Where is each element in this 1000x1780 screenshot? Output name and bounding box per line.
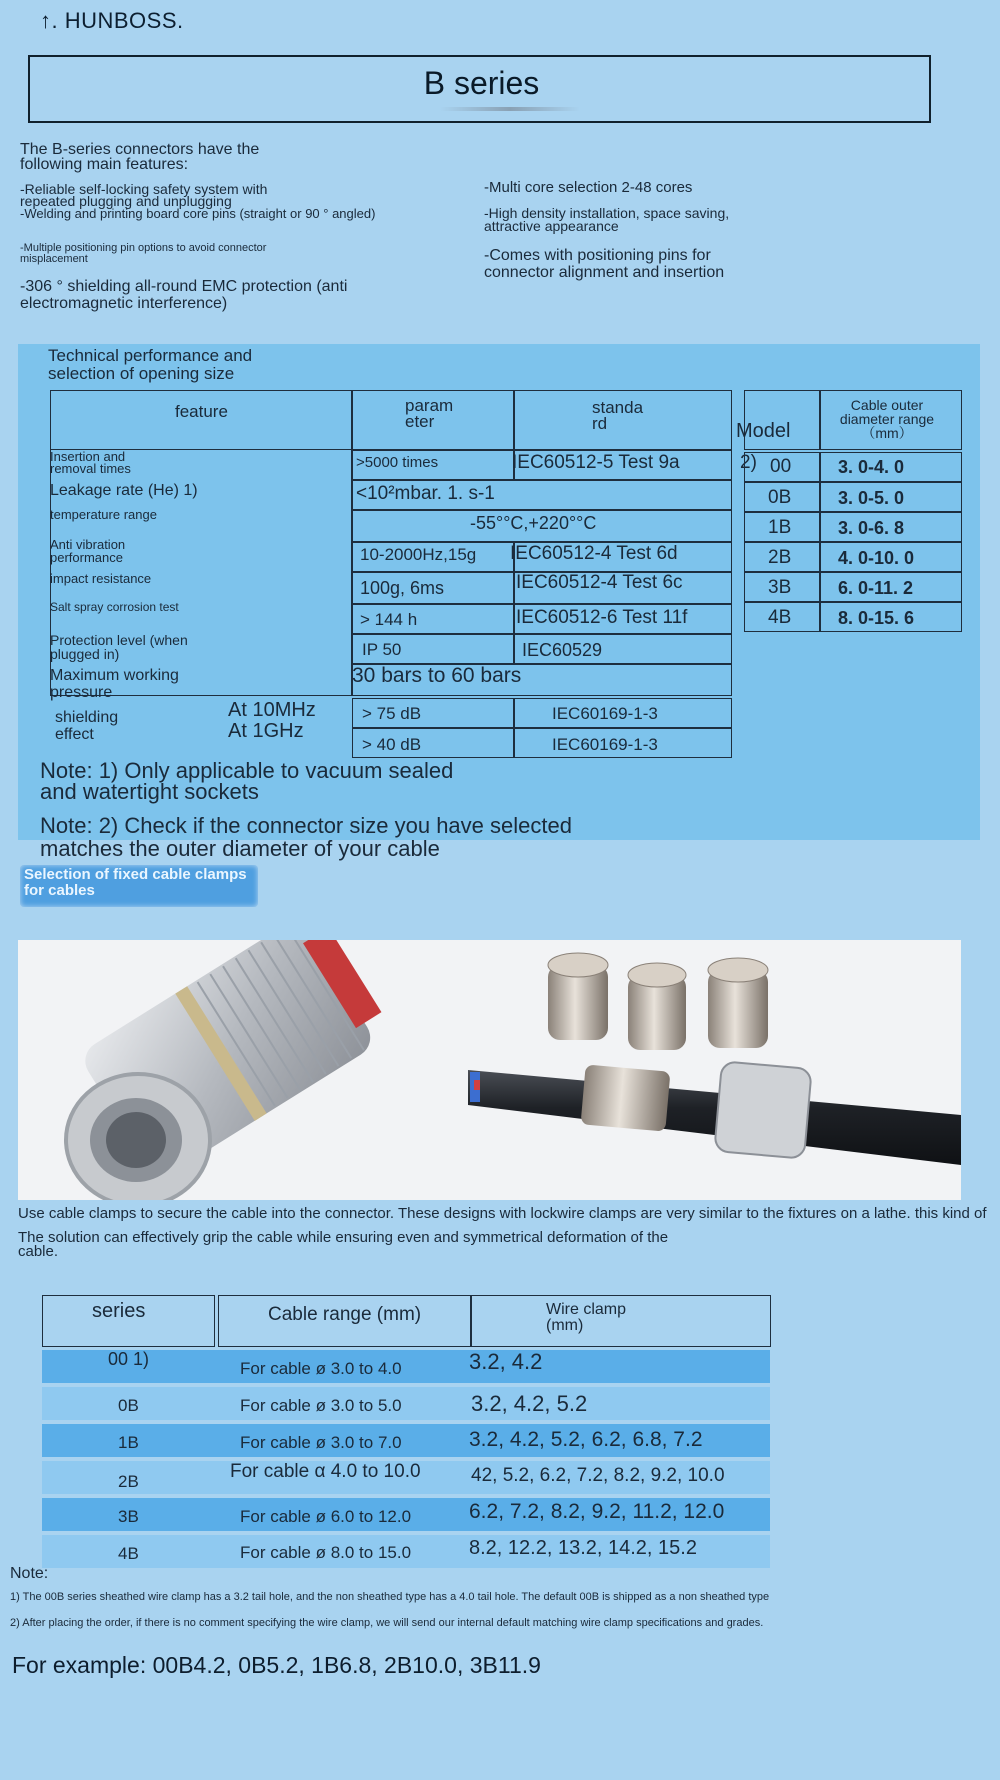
clamp-section-title: Selection of fixed cable clamps for cables (24, 866, 247, 899)
row-5-feature: impact resistance (50, 571, 152, 586)
row-8-param: 30 bars to 60 bars (352, 664, 522, 687)
model-2b: 2B (768, 547, 792, 568)
cable-image (468, 1061, 961, 1165)
row-7-feature: Protection level (when plugged in) (50, 632, 188, 662)
shield-1-standard: IEC60169-1-3 (552, 704, 658, 723)
feature-left-3: -Multiple positioning pin options to avoid connector misplacement (20, 242, 267, 265)
tech-note-1: Note: 1) Only applicable to vacuum sealed and watertight sockets (40, 758, 454, 804)
feature-right-3: -Comes with positioning pins for connector alignment and insertion (484, 247, 725, 281)
footer-note-label: Note: (10, 1565, 49, 1582)
model-00: 00 (770, 456, 792, 477)
shield-1-freq: At 10MHz (228, 699, 316, 721)
range-header: Cable outer diameter range （mm） (839, 397, 935, 441)
range-00: 3. 0-4. 0 (838, 457, 905, 477)
row-8-feature: Maximum working pressure (50, 667, 179, 701)
bottom-header-clamp: Wire clamp (mm) (546, 1301, 627, 1334)
feature-left-4: -306 ° shielding all-round EMC protection (anti electromagnetic interference) (20, 278, 348, 312)
range-4b: For cable ø 8.0 to 15.0 (240, 1543, 412, 1562)
row-5-param: 100g, 6ms (360, 578, 445, 598)
model-1b: 1B (768, 517, 792, 538)
footer-note-1: 1) The 00B series sheathed wire clamp has a 3.2 tail hole, and the non sheathed type has a 4.0 tail hole. The default 00B is shipped as a non sheathed type (10, 1591, 770, 1603)
clamp-0b: 3.2, 4.2, 5.2 (471, 1391, 588, 1416)
model-0b: 0B (768, 487, 792, 508)
series-1b: 1B (118, 1433, 139, 1452)
clamp-3b: 6.2, 7.2, 8.2, 9.2, 11.2, 12.0 (469, 1500, 725, 1523)
range-2b: For cable α 4.0 to 10.0 (230, 1461, 421, 1482)
row-4-param: 10-2000Hz,15g (360, 545, 477, 564)
row-1-feature: Insertion and removal times (50, 449, 131, 476)
range-3b: 6. 0-11. 2 (838, 578, 914, 598)
series-2b: 2B (118, 1472, 139, 1491)
range-1b: For cable ø 3.0 to 7.0 (240, 1433, 402, 1452)
row-2-param: <10²mbar. 1. s-1 (356, 483, 495, 504)
clamp-4b: 8.2, 12.2, 13.2, 14.2, 15.2 (469, 1537, 697, 1559)
header-standard: standa rd (592, 398, 644, 433)
row-6-standard: IEC60512-6 Test 11f (516, 607, 688, 628)
bottom-header-range: Cable range (mm) (268, 1304, 422, 1325)
row-6-param: > 144 h (360, 610, 418, 629)
shield-1-param: > 75 dB (362, 704, 422, 723)
clamp-description-1: Use cable clamps to secure the cable into the connector. These designs with lockwire clamps are very similar to the fixtures on a lathe. this kind of (18, 1205, 987, 1222)
range-0b: 3. 0-5. 0 (838, 488, 905, 508)
header-parameter: param eter (405, 396, 454, 431)
shield-2-freq: At 1GHz (228, 720, 304, 742)
range-00: For cable ø 3.0 to 4.0 (240, 1359, 402, 1378)
clamp-description (18, 1207, 990, 1259)
row-7-param: IP 50 (362, 640, 402, 659)
feature-left-1: -Reliable self-locking safety system with repeated plugging and unplugging (20, 181, 268, 209)
range-0b: For cable ø 3.0 to 5.0 (240, 1396, 402, 1415)
series-00: 00 1) (108, 1349, 150, 1369)
row-5-standard: IEC60512-4 Test 6c (516, 572, 683, 593)
row-3-feature: temperature range (50, 507, 157, 522)
features-intro: The B-series connectors have the following main features: (20, 141, 260, 173)
footer-note-2: 2) After placing the order, if there is no comment specifying the wire clamp, we will send our internal default matching wire clamp specifications and grades. (10, 1617, 764, 1629)
row-2-feature: Leakage rate (He) 1) (50, 482, 198, 499)
clamp-1b: 3.2, 4.2, 5.2, 6.2, 6.8, 7.2 (469, 1428, 703, 1451)
shield-2-param: > 40 dB (362, 735, 422, 754)
page-title: B series (423, 65, 540, 101)
clamp-2b: 42, 5.2, 6.2, 7.2, 8.2, 9.2, 10.0 (471, 1465, 725, 1486)
row-1-param: >5000 times (356, 454, 439, 471)
header-feature: feature (175, 402, 228, 421)
row-3-param: -55°°C,+220°°C (470, 513, 597, 533)
model-header: Model (736, 420, 791, 442)
title-frame (28, 55, 931, 123)
table-row (42, 1387, 770, 1420)
series-3b: 3B (118, 1507, 139, 1526)
series-0b: 0B (118, 1396, 139, 1415)
model-note-ref: 2) (740, 452, 757, 473)
technical-heading: Technical performance and selection of opening size (48, 346, 253, 383)
bottom-header-series: series (92, 1300, 146, 1322)
title-underline (440, 107, 580, 111)
model-3b: 3B (768, 577, 792, 598)
feature-left-2: -Welding and printing board core pins (straight or 90 ° angled) (20, 206, 376, 221)
range-3b: For cable ø 6.0 to 12.0 (240, 1507, 412, 1526)
product-photo (18, 940, 961, 1200)
clamp-description-2: The solution can effectively grip the cable while ensuring even and symmetrical deformation of the cable. (18, 1229, 669, 1260)
feature-right-1: -Multi core selection 2-48 cores (484, 179, 693, 196)
clamp-rings-image (548, 953, 768, 1050)
series-4b: 4B (118, 1544, 139, 1563)
range-1b: 3. 0-6. 8 (838, 518, 905, 538)
row-6-feature: Salt spray corrosion test (50, 600, 179, 614)
row-1-standard: IEC60512-5 Test 9a (512, 452, 680, 473)
table-row (42, 1350, 770, 1383)
clamp-00: 3.2, 4.2 (469, 1349, 543, 1374)
shield-2-standard: IEC60169-1-3 (552, 735, 658, 754)
model-4b: 4B (768, 607, 792, 628)
tech-note-2: Note: 2) Check if the connector size you have selected matches the outer diameter of your cable (40, 813, 572, 861)
shielding-label: shielding effect (55, 709, 119, 743)
brand-logo-text: ↑. HUNBOSS. (40, 8, 184, 33)
row-4-feature: Anti vibration performance (50, 537, 126, 565)
row-4-standard: IEC60512-4 Test 6d (510, 543, 678, 564)
order-example: For example: 00B4.2, 0B5.2, 1B6.8, 2B10.0, 3B11.9 (12, 1652, 541, 1678)
feature-right-2: -High density installation, space saving, attractive appearance (484, 205, 730, 234)
row-7-standard: IEC60529 (522, 640, 603, 660)
range-2b: 4. 0-10. 0 (838, 548, 915, 568)
range-4b: 8. 0-15. 6 (838, 608, 915, 628)
